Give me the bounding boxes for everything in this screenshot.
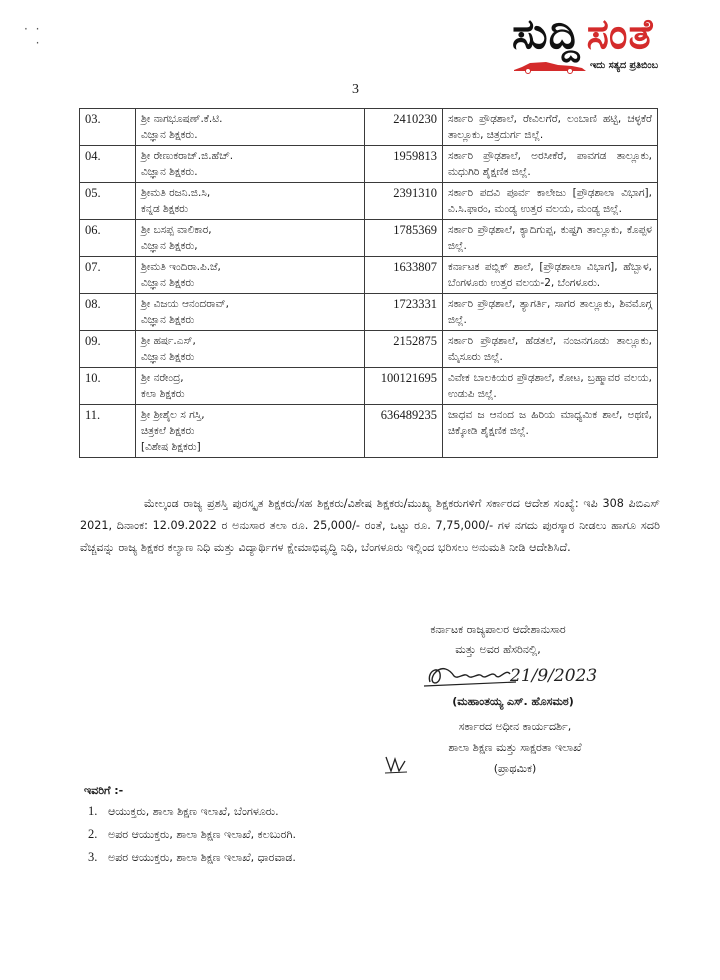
teacher-name: ಶ್ರೀ ನರೇಂದ್ರ, [141,372,184,384]
teacher-name: ಶ್ರೀಮತಿ ಇಂದಿರಾ.ಪಿ.ಜೆ, [141,261,221,273]
teacher-name: ಶ್ರೀ ನಾಗಭೂಷಣ್.ಕೆ.ಟಿ. [141,113,223,125]
teacher-code: 1785369 [365,220,443,257]
table-row [80,368,658,405]
recipient-item: 3. ಅಪರ ಆಯುಕ್ತರು, ಶಾಲಾ ಶಿಕ್ಷಣ ಇಲಾಖೆ, ಧಾರವಾಡ. [88,850,296,864]
recipient-item: 1. ಆಯುಕ್ತರು, ಶಾಲಾ ಶಿಕ್ಷಣ ಇಲಾಖೆ, ಬೆಂಗಳೂರು. [88,804,279,818]
serial-number: 07. [80,257,136,294]
school-address: ವಿವೇಕ ಬಾಲಕಿಯರ ಪ್ರೌಢಶಾಲೆ, ಕೋಟ, ಬ್ರಹ್ಮಾವರ ವಲಯ, ಉಡುಪಿ ಜಿಲ್ಲೆ. [443,368,658,405]
teacher-role: ವಿಜ್ಞಾನ ಶಿಕ್ಷಕರು [141,351,195,363]
logo-wordmark [512,8,653,60]
teacher-name: ಶ್ರೀಮತಿ ರಜನಿ.ಜಿ.ಸಿ, [141,187,211,199]
table-row [80,294,658,331]
school-address: ಸರ್ಕಾರಿ ಪ್ರೌಢಶಾಲೆ, ರೇವಿಲಗೆರೆ, ಲಂಬಾಣಿ ಹಟ್ಟಿ, ಚಳ್ಳಕೆರೆ ತಾಲ್ಲೂಕು, ಚಿತ್ರದುರ್ಗ ಜಿಲ್ಲೆ. [443,109,658,146]
logo-tagline: ಇದು ಸತ್ಯದ ಪ್ರತಿಬಿಂಬ [590,60,659,71]
scan-marks: · · · [24,22,42,50]
authority-block [368,620,628,660]
teacher-code: 100121695 [365,368,443,405]
teacher-code: 636489235 [365,405,443,458]
teacher-name: ಶ್ರೀ ಹರ್ಷ.ಎಸ್, [141,335,196,347]
school-address: ಸರ್ಕಾರಿ ಪ್ರೌಢಶಾಲೆ, ಅರಸೀಕೆರೆ, ಪಾವಗಡ ತಾಲ್ಲೂಕು, ಮಧುಗಿರಿ ಶೈಕ್ಷಣಿಕ ಜಿಲ್ಲೆ. [443,146,658,183]
teacher-cell [136,183,365,220]
school-address: ಸರ್ಕಾರಿ ಪ್ರೌಢಶಾಲೆ, ತ್ಯಾಗರ್ತಿ, ಸಾಗರ ತಾಲ್ಲೂಕು, ಶಿವಮೊಗ್ಗ ಜಿಲ್ಲೆ. [443,294,658,331]
designation-line-2: ಶಾಲಾ ಶಿಕ್ಷಣ ಮತ್ತು ಸಾಕ್ಷರತಾ ಇಲಾಖೆ [448,741,582,754]
teacher-cell [136,294,365,331]
signatory-name: (ಮಹಾಂತಯ್ಯ ಎಸ್. ಹೊಸಮಠ) [452,695,574,708]
teacher-cell [136,257,365,294]
school-address: ಸರ್ಕಾರಿ ಪದವಿ ಪೂರ್ವ ಕಾಲೇಜು [ಪ್ರೌಢಶಾಲಾ ವಿಭಾಗ], ವಿ.ಸಿ.ಫಾರಂ, ಮಂಡ್ಯ ಉತ್ತರ ವಲಯ, ಮಂಡ್ಯ ಜಿಲ್ಲೆ. [443,183,658,220]
teacher-cell [136,331,365,368]
designation-line-3: (ಪ್ರಾಥಮಿಕ) [493,762,537,775]
teacher-code: 2152875 [365,331,443,368]
recipient-item: 2. ಅಪರ ಆಯುಕ್ತರು, ಶಾಲಾ ಶಿಕ್ಷಣ ಇಲಾಖೆ, ಕಲಬುರಗಿ. [88,827,297,841]
serial-number: 04. [80,146,136,183]
school-address: ಸರ್ಕಾರಿ ಪ್ರೌಢಶಾಲೆ, ಕ್ಯಾದಿಗುಪ್ಪ, ಕುಷ್ಟಗಿ ತಾಲ್ಲೂಕು, ಕೊಪ್ಪಳ ಜಿಲ್ಲೆ. [443,220,658,257]
serial-number: 09. [80,331,136,368]
teacher-role: ಕನ್ನಡ ಶಿಕ್ಷಕರು [141,203,189,215]
logo-word-1: ಸುದ್ದಿ [512,9,581,58]
teacher-role: ಕಲಾ ಶಿಕ್ಷಕರು [141,388,185,400]
serial-number: 10. [80,368,136,405]
table-row [80,109,658,146]
teacher-role: ವಿಜ್ಞಾನ ಶಿಕ್ಷಕರು [141,314,195,326]
teacher-code: 2410230 [365,109,443,146]
serial-number: 08. [80,294,136,331]
school-address: ಕರ್ನಾಟಕ ಪಬ್ಲಿಕ್ ಶಾಲೆ, [ಪ್ರೌಢಶಾಲಾ ವಿಭಾಗ], ಹೆಬ್ಬಾಳ, ಬೆಂಗಳೂರು ಉತ್ತರ ವಲಯ-2, ಬೆಂಗಳೂರು. [443,257,658,294]
teacher-name: ಶ್ರೀ ಶ್ರೀಶೈಲ ಸ ಗಸ್ತಿ, [141,409,205,421]
teacher-role: ವಿಜ್ಞಾನ ಶಿಕ್ಷಕರು, [141,240,198,252]
page-number: 3 [352,82,359,97]
teacher-code: 1959813 [365,146,443,183]
teacher-role-note: [ವಿಶೇಷ ಶಿಕ್ಷಕರು] [141,441,201,453]
table-row [80,220,658,257]
teacher-name: ಶ್ರೀ ವಿಜಯ ಆನಂದರಾವ್, [141,298,229,310]
order-paragraph: ಮೇಲ್ಕಂಡ ರಾಜ್ಯ ಪ್ರಶಸ್ತಿ ಪುರಸ್ಕೃತ ಶಿಕ್ಷಕರು/ಸಹ ಶಿಕ್ಷಕರು/ವಿಶೇಷ ಶಿಕ್ಷಕರು/ಮುಖ್ಯ ಶಿಕ್ಷಕರುಗಳಿಗೆ ಸರ್ಕಾರದ ಆದೇಶ ಸಂಖ್ಯೆ: ಇಪಿ 308 ಪಿಬಿಎಸ್ 2021, ದಿನಾಂಕ: 12.09.2022 ರ ಅನುಸಾರ ತಲಾ ರೂ. 25,000/- ರಂತೆ, ಒಟ್ಟು ರೂ. 7,75,000/- ಗಳ ನಗದು ಪುರಸ್ಕಾರ ನೀಡಲು ಹಾಗೂ ಸದರಿ ವೆಚ್ಚವನ್ನು ರಾಜ್ಯ ಶಿಕ್ಷಕರ ಕಲ್ಯಾಣ ನಿಧಿ ಮತ್ತು ವಿದ್ಯಾರ್ಥಿಗಳ ಕ್ಷೇಮಾಭಿವೃದ್ಧಿ ನಿಧಿ, ಬೆಂಗಳೂರು ಇಲ್ಲಿಂದ ಭರಿಸಲು ಅನುಮತಿ ನೀಡಿ ಆದೇಶಿಸಿದೆ. [80,497,660,554]
designation-line-1: ಸರ್ಕಾರದ ಅಧೀನ ಕಾರ್ಯದರ್ಶಿ, [458,720,572,733]
signature-date: 21/9/2023 [510,666,598,686]
school-address: ಜಾಧವ ಜ ಆನಂದ ಜ ಹಿರಿಯ ಮಾಧ್ಯಮಿಕ ಶಾಲೆ, ಅಥಣಿ, ಚಿಕ್ಕೋಡಿ ಶೈಕ್ಷಣಿಕ ಜಿಲ್ಲೆ. [443,405,658,458]
teacher-code: 1723331 [365,294,443,331]
authority-line-1: ಕರ್ನಾಟಕ ರಾಜ್ಯಪಾಲರ ಆದೇಶಾನುಸಾರ [430,623,566,636]
teacher-role: ವಿಜ್ಞಾನ ಶಿಕ್ಷಕರು. [141,129,198,141]
table-row [80,183,658,220]
table-row [80,331,658,368]
serial-number: 11. [80,405,136,458]
school-address: ಸರ್ಕಾರಿ ಪ್ರೌಢಶಾಲೆ, ಹೆಡತಲೆ, ನಂಜನಗೂಡು ತಾಲ್ಲೂಕು, ಮೈಸೂರು ಜಿಲ್ಲೆ. [443,331,658,368]
recipients-list [88,800,296,869]
serial-number: 05. [80,183,136,220]
teacher-code: 2391310 [365,183,443,220]
table-row [80,146,658,183]
teacher-role: ಚಿತ್ರಕಲೆ ಶಿಕ್ಷಕರು [141,425,195,437]
teacher-name: ಶ್ರೀ ಬಸಪ್ಪ ವಾಲಿಕಾರ, [141,224,212,236]
teacher-role: ವಿಜ್ಞಾನ ಶಿಕ್ಷಕರು. [141,166,198,178]
serial-number: 06. [80,220,136,257]
teacher-cell [136,220,365,257]
car-icon [512,58,588,74]
site-logo [512,8,717,78]
logo-word-2: ಸಂತೆ [586,9,654,58]
teacher-name: ಶ್ರೀ ರೇಣುಕರಾಜ್.ಜಿ.ಹೆಚ್. [141,150,234,162]
teacher-cell [136,109,365,146]
handwritten-initial [383,753,409,775]
teacher-code: 1633807 [365,257,443,294]
teacher-cell [136,368,365,405]
recipients-heading: ಇವರಿಗೆ :- [84,784,124,797]
authority-line-2: ಮತ್ತು ಅವರ ಹೆಸರಿನಲ್ಲಿ, [455,643,541,656]
table-row [80,405,658,458]
teacher-role: ವಿಜ್ಞಾನ ಶಿಕ್ಷಕರು [141,277,195,289]
table-row [80,257,658,294]
serial-number: 03. [80,109,136,146]
teacher-cell [136,405,365,458]
awards-table [79,108,658,458]
signatory-designation [370,716,660,779]
teacher-cell [136,146,365,183]
